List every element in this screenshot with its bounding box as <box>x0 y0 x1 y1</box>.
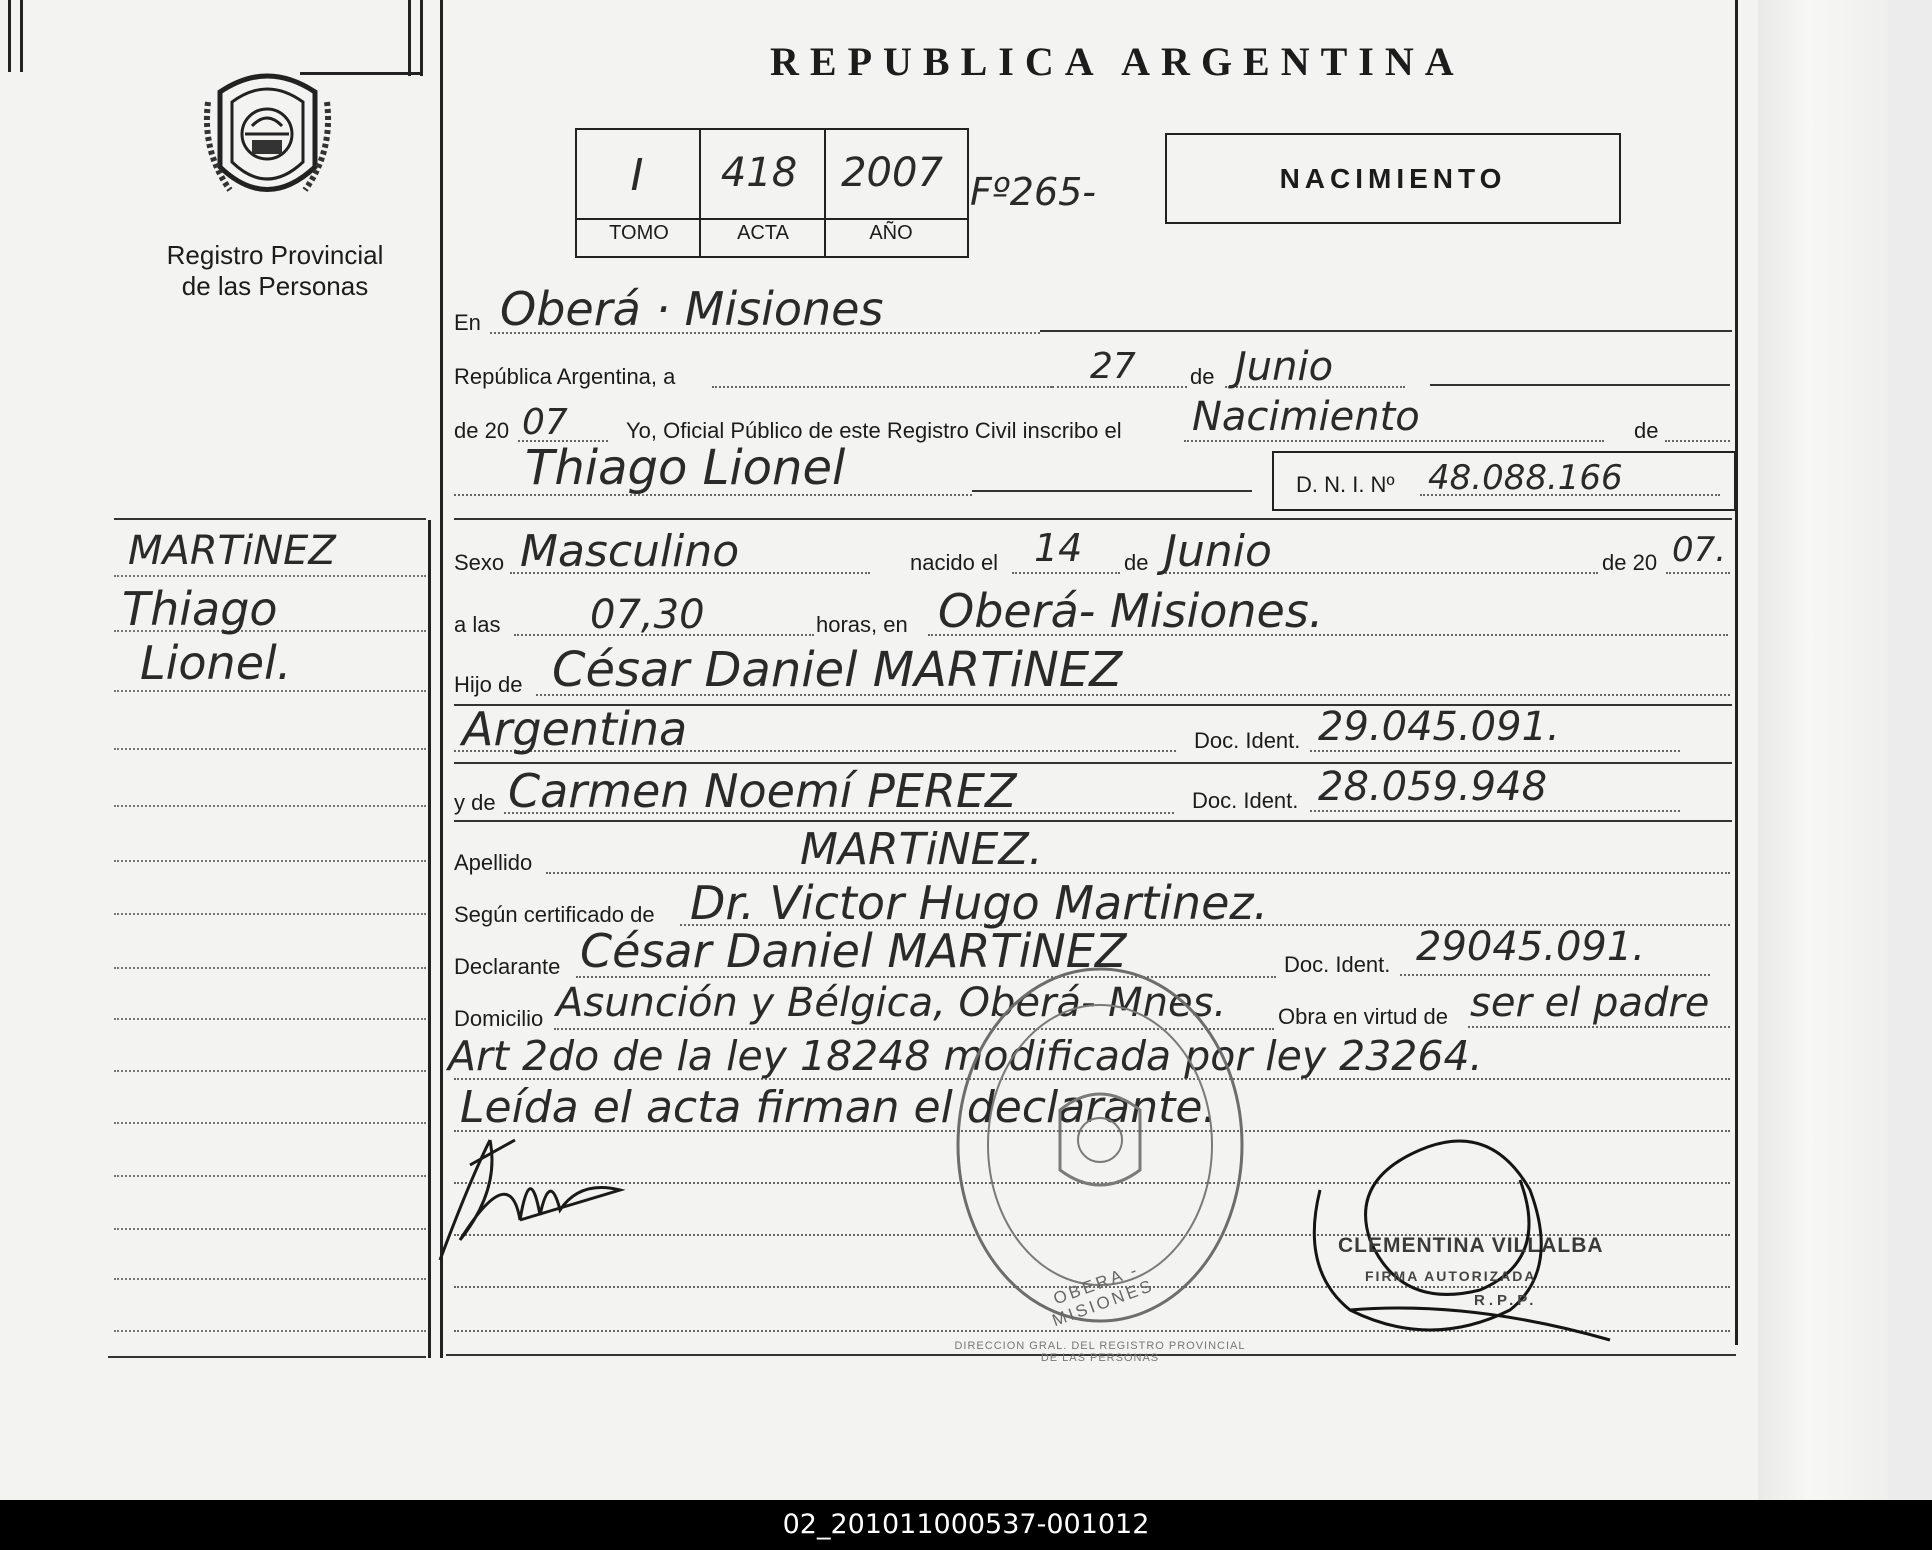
father-nationality-value: Argentina <box>462 702 688 756</box>
rule-line <box>1430 384 1730 386</box>
sexo-label: Sexo <box>454 550 505 575</box>
mother-doc-value: 28.059.948 <box>1318 764 1548 810</box>
father-value: César Daniel MARTiNEZ <box>552 642 1123 698</box>
closing-line: Leída el acta firman el declarante. <box>460 1082 1217 1133</box>
record-number-table <box>575 128 969 258</box>
dotted-line <box>454 494 972 496</box>
rule-line <box>108 1356 426 1358</box>
dotted-line <box>1310 750 1680 752</box>
law-line: Art 2do de la ley 18248 modificada por ley 23264. <box>448 1032 1483 1080</box>
birth-day-value: 14 <box>1034 526 1083 570</box>
inscription-value: Nacimiento <box>1192 394 1420 440</box>
apellido-value: MARTiNEZ. <box>800 824 1043 875</box>
margin-line <box>114 1278 426 1280</box>
official-office: R.P.P. <box>1474 1292 1538 1309</box>
record-type-box: NACIMIENTO <box>1165 133 1621 224</box>
dotted-line <box>712 386 1052 388</box>
doctor-value: Dr. Victor Hugo Martinez. <box>690 876 1269 930</box>
dotted-line <box>1310 810 1680 812</box>
dotted-line <box>546 872 1730 874</box>
birth-month-value: Junio <box>1164 526 1272 577</box>
domicilio-value: Asunción y Bélgica, Oberá- Mnes. <box>556 980 1227 1026</box>
tomo-value: I <box>630 150 644 201</box>
doc-ident-label: Doc. Ident. <box>1192 788 1299 813</box>
round-stamp-bottom-text: OBERA - MISIONES <box>1049 1259 1157 1331</box>
misiones-seal-icon <box>200 62 335 212</box>
margin-line <box>114 1228 426 1230</box>
official-name: CLEMENTINA VILLALBA <box>1338 1234 1604 1257</box>
margin-line <box>114 1070 426 1072</box>
margin-line <box>114 860 426 862</box>
birth-year-value: 07. <box>1672 530 1727 570</box>
anio-label: AÑO <box>869 222 913 244</box>
dotted-line <box>1184 440 1604 442</box>
en-label: En <box>454 310 481 335</box>
de-20-label: de 20 <box>454 418 510 443</box>
place-value: Oberá · Misiones <box>500 282 884 336</box>
month-value: Junio <box>1235 344 1334 390</box>
obra-label: Obra en virtud de <box>1278 1004 1448 1029</box>
dotted-line <box>1012 572 1120 574</box>
margin-line <box>114 1018 426 1020</box>
dotted-line <box>1666 572 1730 574</box>
de-20-label: de 20 <box>1602 550 1658 575</box>
tomo-label: TOMO <box>609 222 669 244</box>
dotted-line <box>1400 974 1710 976</box>
rule-line <box>454 820 1732 822</box>
margin-name: Thiago <box>122 582 278 636</box>
anio-value: 2007 <box>841 150 943 196</box>
margin-line <box>114 805 426 807</box>
nacido-label: nacido el <box>910 550 999 575</box>
doc-ident-label: Doc. Ident. <box>1194 728 1301 753</box>
margin-line <box>114 575 426 577</box>
declarante-label: Declarante <box>454 954 561 979</box>
domicilio-label: Domicilio <box>454 1006 544 1031</box>
corner-frame-line <box>20 0 23 72</box>
country-title: REPUBLICA ARGENTINA <box>770 39 1465 84</box>
registry-line: Registro Provincial <box>166 240 384 270</box>
declarant-signature <box>430 1120 630 1270</box>
year-value: 07 <box>522 402 568 443</box>
alas-label: a las <box>454 612 501 637</box>
de-label: de <box>1634 418 1659 443</box>
horas-label: horas, en <box>816 612 908 637</box>
rule-line <box>972 490 1252 492</box>
margin-line <box>114 967 426 969</box>
image-code-bar: 02_201011000537-001012 <box>0 1500 1932 1550</box>
paper-edge <box>1758 0 1888 1500</box>
margin-line <box>114 748 426 750</box>
rule-line <box>114 518 426 520</box>
dni-label: D. N. I. Nº <box>1296 472 1395 497</box>
corner-frame-line <box>408 0 411 76</box>
dni-value: 48.088.166 <box>1428 458 1623 498</box>
yde-label: y de <box>454 790 496 815</box>
round-stamp-top-text: DIRECCION GRAL. DEL REGISTRO PROVINCIAL DE LAS PERSONAS <box>954 1340 1246 1364</box>
corner-frame-line <box>8 0 11 72</box>
table-divider <box>577 218 967 220</box>
table-divider <box>824 130 826 256</box>
dotted-line <box>1665 440 1730 442</box>
oficial-label: Yo, Oficial Público de este Registro Civil inscribo el <box>626 418 1122 443</box>
declarante-doc-value: 29045.091. <box>1416 924 1646 970</box>
de-label: de <box>1124 550 1149 575</box>
official-title: FIRMA AUTORIZADA <box>1365 1268 1537 1284</box>
margin-surname: MARTiNEZ <box>128 528 336 574</box>
child-name-value: Thiago Lionel <box>525 440 846 496</box>
doc-ident-label: Doc. Ident. <box>1284 952 1391 977</box>
mother-value: Carmen Noemí PEREZ <box>508 764 1017 818</box>
margin-name: Lionel. <box>140 636 292 690</box>
official-signature <box>1290 1110 1630 1350</box>
acta-label: ACTA <box>737 222 789 244</box>
father-doc-value: 29.045.091. <box>1318 704 1560 750</box>
corner-frame-line <box>420 0 423 76</box>
margin-line <box>114 1175 426 1177</box>
margin-line <box>114 913 426 915</box>
hijo-label: Hijo de <box>454 672 523 697</box>
republica-label: República Argentina, a <box>454 364 676 389</box>
segun-label: Según certificado de <box>454 902 655 927</box>
registry-line: de las Personas <box>181 271 369 301</box>
declarante-value: César Daniel MARTiNEZ <box>580 924 1127 978</box>
obra-value: ser el padre <box>1470 980 1710 1026</box>
birth-place-value: Oberá- Misiones. <box>938 584 1324 638</box>
de-label: de <box>1190 364 1215 389</box>
right-border <box>1735 0 1738 1345</box>
margin-line <box>114 1122 426 1124</box>
birth-time-value: 07,30 <box>590 592 705 638</box>
registry-name <box>120 240 430 302</box>
rule-line <box>1040 330 1732 332</box>
day-value: 27 <box>1090 346 1136 387</box>
margin-line <box>114 690 426 692</box>
acta-value: 418 <box>720 150 798 196</box>
folio-number: Fº265- <box>970 170 1097 214</box>
sex-value: Masculino <box>520 526 740 577</box>
rule-line <box>454 518 1732 520</box>
dotted-line <box>1468 1026 1730 1028</box>
margin-line <box>114 1330 426 1332</box>
apellido-label: Apellido <box>454 850 533 875</box>
